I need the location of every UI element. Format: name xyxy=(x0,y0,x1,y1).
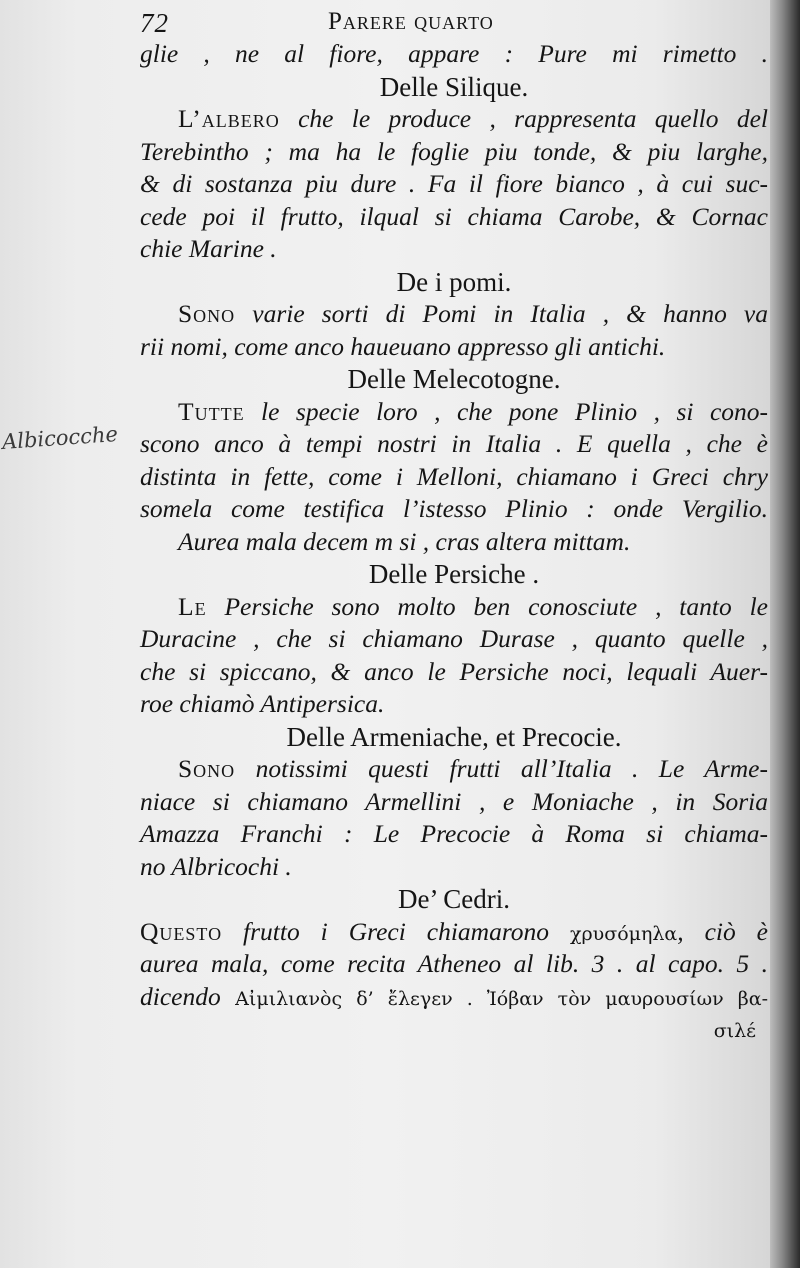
text-run: frutto i Greci chiamarono xyxy=(222,916,570,946)
greek-text: χρυσόμηλα xyxy=(570,922,678,945)
initial-word: Le xyxy=(178,591,207,621)
text-line xyxy=(140,623,768,656)
text-run: & di sostanza piu dure . Fa il fiore bianco , à cui suc- xyxy=(140,169,768,198)
text-run: dicendo xyxy=(140,981,236,1011)
text-line xyxy=(140,851,768,884)
text-run: no Albricochi . xyxy=(140,851,292,881)
text-run: che le produce , rappresenta quello del xyxy=(279,104,768,133)
section-heading xyxy=(140,721,768,754)
section-heading xyxy=(140,71,768,104)
text-line xyxy=(140,201,768,234)
text-line xyxy=(140,331,768,364)
text-run: che si spiccano, & anco le Persiche noci, lequali Auer- xyxy=(140,656,768,686)
text-run: roe chiamò Antipersica. xyxy=(140,689,385,718)
greek-text: σιλέ xyxy=(713,1020,756,1042)
text-line xyxy=(140,493,768,526)
text-run: De i pomi. xyxy=(396,266,512,297)
text-run: aurea mala, come recita Atheneo al lib. 3 . al capo. 5 . xyxy=(140,949,768,978)
catchword xyxy=(140,1013,768,1046)
text-run: Delle Melecotogne. xyxy=(347,364,561,394)
initial-word: Sono xyxy=(178,754,236,783)
text-run: le specie loro , che pone Plinio , si cono- xyxy=(244,396,768,426)
text-run: cede poi il frutto, ilqual si chiama Carobe, & Cornac xyxy=(140,201,768,231)
text-run: , ciò è xyxy=(677,916,768,946)
text-line xyxy=(140,136,768,169)
text-line xyxy=(140,233,768,266)
text-run: glie , ne al fiore, appare : Pure mi rimetto . xyxy=(140,39,768,68)
text-run: De’ Cedri. xyxy=(398,884,510,914)
text-run: scono anco à tempi nostri in Italia . E quella , che è xyxy=(140,429,768,458)
initial-word: Tutte xyxy=(178,396,245,426)
section-heading xyxy=(140,363,768,396)
text-line xyxy=(140,461,768,494)
page-header xyxy=(140,4,780,38)
text-run: Aurea mala decem m si , cras altera mittam. xyxy=(178,526,631,556)
text-line xyxy=(140,688,768,721)
text-line xyxy=(140,396,768,429)
text-line xyxy=(140,428,768,461)
initial-word: Sono xyxy=(178,299,236,328)
book-spine-shadow xyxy=(770,0,800,1268)
text-line xyxy=(140,818,768,851)
text-run: Delle Persiche . xyxy=(368,559,540,589)
text-run: niace si chiamano Armellini , e Moniache , in Soria xyxy=(140,786,768,816)
text-run: Amazza Franchi : Le Precocie à Roma si chiama- xyxy=(140,819,768,848)
text-line xyxy=(140,656,768,689)
text-run: Delle Armeniache, et Precocie. xyxy=(286,721,622,752)
margin-note: Albicocche xyxy=(1,421,119,455)
text-line xyxy=(140,916,768,949)
initial-word: L’albero xyxy=(178,104,280,133)
section-heading xyxy=(140,883,768,916)
text-line xyxy=(140,103,768,136)
text-line xyxy=(140,786,768,819)
section-heading xyxy=(140,266,768,299)
greek-text: Αἰμιλιανὸς δ’ ἔλεγεν . Ἰόβαν τὸν μαυρουσίων βα- xyxy=(235,987,768,1010)
text-run: Duracine , che si chiamano Durase , quanto quelle , xyxy=(140,624,768,653)
text-line xyxy=(140,948,768,981)
verse-quote xyxy=(140,526,768,559)
text-line xyxy=(140,168,768,201)
text-run: distinta in fette, come i Melloni, chiamano i Greci chry xyxy=(140,461,768,491)
page-number: 72 xyxy=(140,8,169,38)
section-heading xyxy=(140,558,768,591)
text-run: somela come testifica l’istesso Plinio : onde Vergilio. xyxy=(140,494,768,523)
text-run: Terebintho ; ma ha le foglie piu tonde, & piu larghe, xyxy=(140,136,768,166)
initial-word: Questo xyxy=(140,916,223,946)
text-run: Delle Silique. xyxy=(379,71,529,102)
text-line xyxy=(140,38,768,71)
text-run: rii nomi, come anco haueuano appresso gli antichi. xyxy=(140,331,666,361)
text-run: notissimi questi frutti all’Italia . Le Arme- xyxy=(235,754,768,783)
text-run: varie sorti di Pomi in Italia , & hanno va xyxy=(235,299,768,328)
text-line xyxy=(140,298,768,331)
text-line xyxy=(140,591,768,624)
text-run: chie Marine . xyxy=(140,234,277,263)
text-line xyxy=(140,981,768,1014)
running-head: Parere quarto xyxy=(328,8,494,35)
body-text xyxy=(140,38,768,1046)
text-line xyxy=(140,753,768,786)
text-run: Persiche sono molto ben conosciute , tanto le xyxy=(206,591,768,621)
